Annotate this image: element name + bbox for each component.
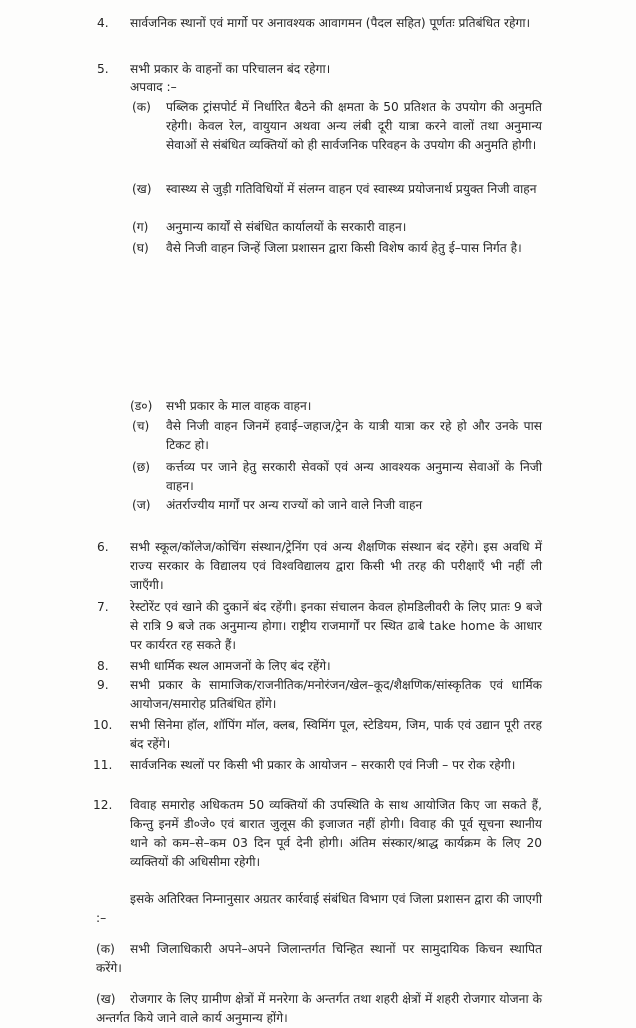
exception-marker: (क) [132, 100, 151, 114]
clause-number: 9. [97, 678, 109, 692]
clause-text: सार्वजनिक स्थलों पर किसी भी प्रकार के आयोजन – सरकारी एवं निजी – पर रोक रहेगी। [130, 758, 516, 772]
clause-text: सभी स्कूल/कॉलेज/कोचिंग संस्थान/ट्रेनिंग एवं अन्य शैक्षणिक संस्थान बंद रहेंगे। इस अवधि में राज्य सरकार के विद्यालय एवं विश्वविद्यालय द्वारा किसी भी तरह की परीक्षाएँ भी नहीं ली जाएँगी। [130, 540, 542, 592]
clause-number: 4. [97, 16, 109, 30]
exception-marker: (ख) [132, 182, 152, 196]
additional-text: सभी जिलाधिकारी अपने–अपने जिलान्तर्गत चिन्हित स्थानों पर सामुदायिक किचन स्थापित करेंगे। [96, 942, 542, 975]
exception-text: सभी प्रकार के माल वाहक वाहन। [166, 399, 312, 413]
clause-text: सभी धार्मिक स्थल आमजनों के लिए बंद रहेंगे। [130, 659, 331, 673]
exception-marker: (ज) [132, 498, 151, 512]
exception-text: अंतर्राज्यीय मार्गों पर अन्य राज्यों को जाने वाले निजी वाहन [166, 498, 423, 512]
clause-number: 8. [97, 659, 109, 673]
clause-text: सभी प्रकार के सामाजिक/राजनीतिक/मनोरंजन/खेल–कूद/शैक्षणिक/सांस्कृतिक एवं धार्मिक आयोजन/समारोह प्रतिबंधित होंगे। [130, 678, 542, 711]
exception-text: वैसे निजी वाहन जिन्हें जिला प्रशासन द्वारा किसी विशेष कार्य हेतु ई–पास निर्गत है। [166, 241, 522, 255]
clause-number: 6. [97, 540, 109, 554]
exception-marker: (ग) [132, 220, 149, 234]
clause-number: 10. [93, 718, 113, 732]
exception-marker: (घ) [132, 241, 149, 255]
exception-text: वैसे निजी वाहन जिनमें हवाई–जहाज/ट्रेन के यात्री यात्रा कर रहे हो और उनके पास टिकट हो। [166, 419, 542, 452]
exception-text: स्वास्थ्य से जुड़ी गतिविधियों में संलग्न वाहन एवं स्वास्थ्य प्रयोजनार्थ प्रयुक्त निजी वाहन [166, 182, 537, 196]
exception-text: पब्लिक ट्रांसपोर्ट में निर्धारित बैठने की क्षमता के 50 प्रतिशत के उपयोग की अनुमति रहेगी। केवल रेल, वायुयान अथवा अन्य लंबी दूरी यात्रा करने वालों तथा अनुमान्य सेवाओं से संबंधित व्यक्तियों को ही सार्वजनिक परिवहन के उपयोग की अनुमति होगी। [166, 100, 542, 152]
exception-marker: (च) [132, 419, 150, 433]
clause-text: सार्वजनिक स्थानों एवं मार्गो पर अनावश्यक आवागमन (पैदल सहित) पूर्णतः प्रतिबंधित रहेगा। [130, 16, 531, 30]
exception-marker: (छ) [132, 460, 151, 474]
clause-text: रेस्टोरेंट एवं खाने की दुकानें बंद रहेंगी। इनका संचालन केवल होमडिलीवरी के लिए प्रातः 9 बजे से रात्रि 9 बजे तक अनुमान्य होगा। राष्ट्रीय राजमार्गों पर स्थित ढाबे take home के आधार पर कार्यरत रह सकते हैं। [130, 600, 542, 652]
exceptions-heading: अपवाद :– [130, 80, 177, 94]
additional-intro: इसके अतिरिक्त निम्नानुसार अग्रतर कार्रवाई संबंधित विभाग एवं जिला प्रशासन द्वारा की जाएगी :– [96, 892, 542, 925]
additional-text: रोजगार के लिए ग्रामीण क्षेत्रों में मनरेगा के अन्तर्गत तथा शहरी क्षेत्रों में शहरी रोजगार योजना के अन्तर्गत किये जाने वाले कार्य अनुमान्य होंगे। [96, 992, 542, 1025]
additional-marker: (ख) [96, 992, 116, 1006]
clause-text: सभी सिनेमा हॉल, शॉपिंग मॉल, क्लब, स्विमिंग पूल, स्टेडियम, जिम, पार्क एवं उद्यान पूरी तरह बंद रहेंगे। [130, 718, 542, 751]
clause-text: विवाह समारोह अधिकतम 50 व्यक्तियों की उपस्थिति के साथ आयोजित किए जा सकते हैं, किन्तु इनमें डी०जे० एवं बारात जुलूस की इजाजत नहीं होगी। विवाह की पूर्व सूचना स्थानीय थाने को कम–से–कम 03 दिन पूर्व देनी होगी। अंतिम संस्कार/श्राद्ध कार्यक्रम के लिए 20 व्यक्तियों की अधिसीमा रहेगी। [130, 798, 542, 869]
clause-number: 12. [93, 798, 113, 812]
clause-text: सभी प्रकार के वाहनों का परिचालन बंद रहेगा। [130, 62, 331, 76]
clause-number: 7. [97, 600, 109, 614]
clause-number: 5. [97, 62, 109, 76]
exception-text: कर्त्तव्य पर जाने हेतु सरकारी सेवकों एवं अन्य आवश्यक अनुमान्य सेवाओं के निजी वाहन। [166, 460, 542, 493]
additional-marker: (क) [96, 942, 115, 956]
clause-number: 11. [93, 758, 113, 772]
exception-text: अनुमान्य कार्यों से संबंधित कार्यालयों के सरकारी वाहन। [166, 220, 407, 234]
exception-marker: (ड०) [130, 399, 153, 413]
